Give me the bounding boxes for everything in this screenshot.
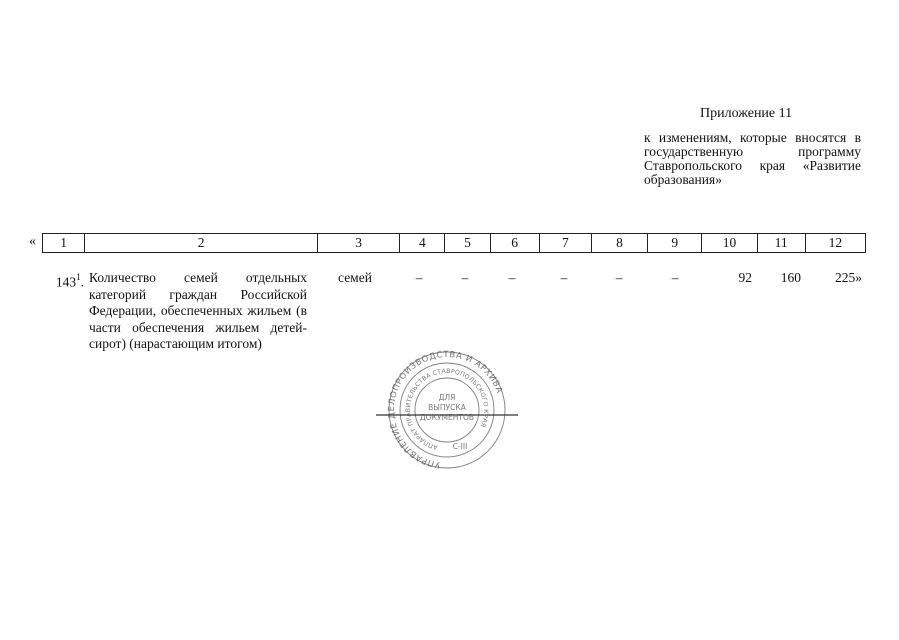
col-header-11: 11 (757, 234, 805, 253)
row-number (44, 270, 84, 291)
row-number-superscript: 1 (76, 272, 81, 282)
col-header-5: 5 (445, 234, 490, 253)
stamp-center-line-3: ДОКУМЕНТОВ (419, 413, 475, 422)
col-header-7: 7 (539, 234, 591, 253)
value-col-10: 92 (738, 270, 752, 285)
col-header-8: 8 (591, 234, 647, 253)
col-header-9: 9 (648, 234, 702, 253)
row-number-suffix: . (80, 274, 84, 290)
stamp-center-line-2: ВЫПУСКА (428, 403, 466, 412)
stamp-center-line-1: ДЛЯ (438, 393, 456, 402)
col-header-10: 10 (702, 234, 757, 253)
col-header-6: 6 (490, 234, 539, 253)
value-col-8: – (615, 270, 623, 285)
col-header-4: 4 (400, 234, 445, 253)
stamp-code: С-III (452, 442, 468, 451)
value-col-5: – (461, 270, 469, 285)
official-stamp (372, 346, 522, 471)
value-col-6: – (508, 270, 516, 285)
col-header-2: 2 (85, 234, 318, 253)
column-number-header (42, 233, 866, 253)
quote-open: « (29, 234, 36, 249)
value-col-9: – (671, 270, 679, 285)
row-number-main: 143 (55, 274, 77, 290)
stamp-inner-text: АППАРАТ ПРАВИТЕЛЬСТВА СТАВРОПОЛЬСКОГО КРАЯ (405, 367, 490, 451)
indicator-name: Количество семей отдельных категорий граждан Российской Федерации, обеспеченных жильем (в части обеспечения жильем детей-сирот) (нарастающим итогом) (89, 270, 307, 351)
unit-of-measure: семей (338, 270, 372, 285)
value-col-7: – (560, 270, 568, 285)
appendix-subtitle: к изменениям, которые вносятся в государственную программу Ставропольского края «Развитие образования» (644, 130, 861, 187)
value-col-12: 225» (835, 270, 862, 285)
appendix-title: Приложение 11 (700, 106, 793, 121)
col-header-1: 1 (43, 234, 85, 253)
value-col-4: – (415, 270, 423, 285)
col-header-12: 12 (805, 234, 865, 253)
col-header-3: 3 (317, 234, 399, 253)
stamp-outer-text: УПРАВЛЕНИЕ ДЕЛОПРОИЗВОДСТВА И АРХИВА (386, 349, 505, 470)
value-col-11: 160 (780, 270, 801, 285)
